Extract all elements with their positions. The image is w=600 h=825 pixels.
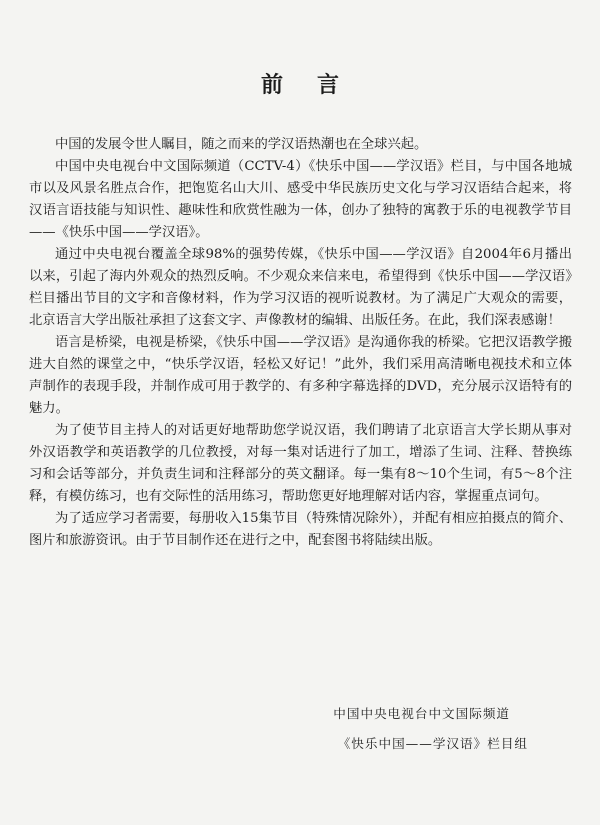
title-char-left: 前 [260,72,283,98]
paragraph-5: 为了使节目主持人的对话更好地帮助您学说汉语，我们聘请了北京语言大学长期从事对外汉语教学和英语教学的几位教授，对每一集对话进行了加工，增添了生词、注释、替换练习和会话等部分，并负责生词和注释部分的英文翻译。每一集有8～10个生词，有5～8个注释，有模仿练习，也有交际性的活用练习，帮助您更好地理解对话内容，掌握重点词句。 [29,423,572,504]
signature-program: 《快乐中国——学汉语》栏目组 [337,736,528,751]
paragraph-1: 中国的发展令世人瞩目，随之而来的学汉语热潮也在全球兴起。 [55,137,428,152]
paragraph-4: 语言是桥梁，电视是桥梁，《快乐中国——学汉语》是沟通你我的桥梁。它把汉语教学搬进大自然的课堂之中，“快乐学汉语，轻松又好记！”此外，我们采用高清晰电视技术和立体声制作的表现手段，并制作成可用于教学的、有多种字幕选择的DVD，充分展示汉语特有的魅力。 [29,335,572,416]
paragraph-2: 中国中央电视台中文国际频道（CCTV-4）《快乐中国——学汉语》栏目，与中国各地城市以及风景名胜点合作，把饱览名山大川、感受中华民族历史文化与学习汉语结合起来，将汉语言语技能与知识性、趣味性和欣赏性融为一体，创办了独特的寓教于乐的电视教学节目——《快乐中国——学汉语》。 [29,159,572,240]
paragraph-6: 为了适应学习者需要，每册收入15集节目（特殊情况除外），并配有相应拍摄点的简介、图片和旅游资讯。由于节目制作还在进行之中，配套图书将陆续出版。 [29,511,572,548]
paragraph-3: 通过中央电视台覆盖全球98%的强势传媒，《快乐中国——学汉语》自2004年6月播出以来，引起了海内外观众的热烈反响。不少观众来信来电，希望得到《快乐中国——学汉语》栏目播出节目的文字和音像材料，作为学习汉语的视听说教材。为了满足广大观众的需要，北京语言大学出版社承担了这套文字、声像教材的编辑、出版任务。在此，我们深表感谢！ [29,247,572,328]
preface-body [29,134,572,552]
signature-channel: 中国中央电视台中文国际频道 [333,706,510,721]
title-char-right: 言 [317,72,340,98]
page-title [0,68,600,99]
